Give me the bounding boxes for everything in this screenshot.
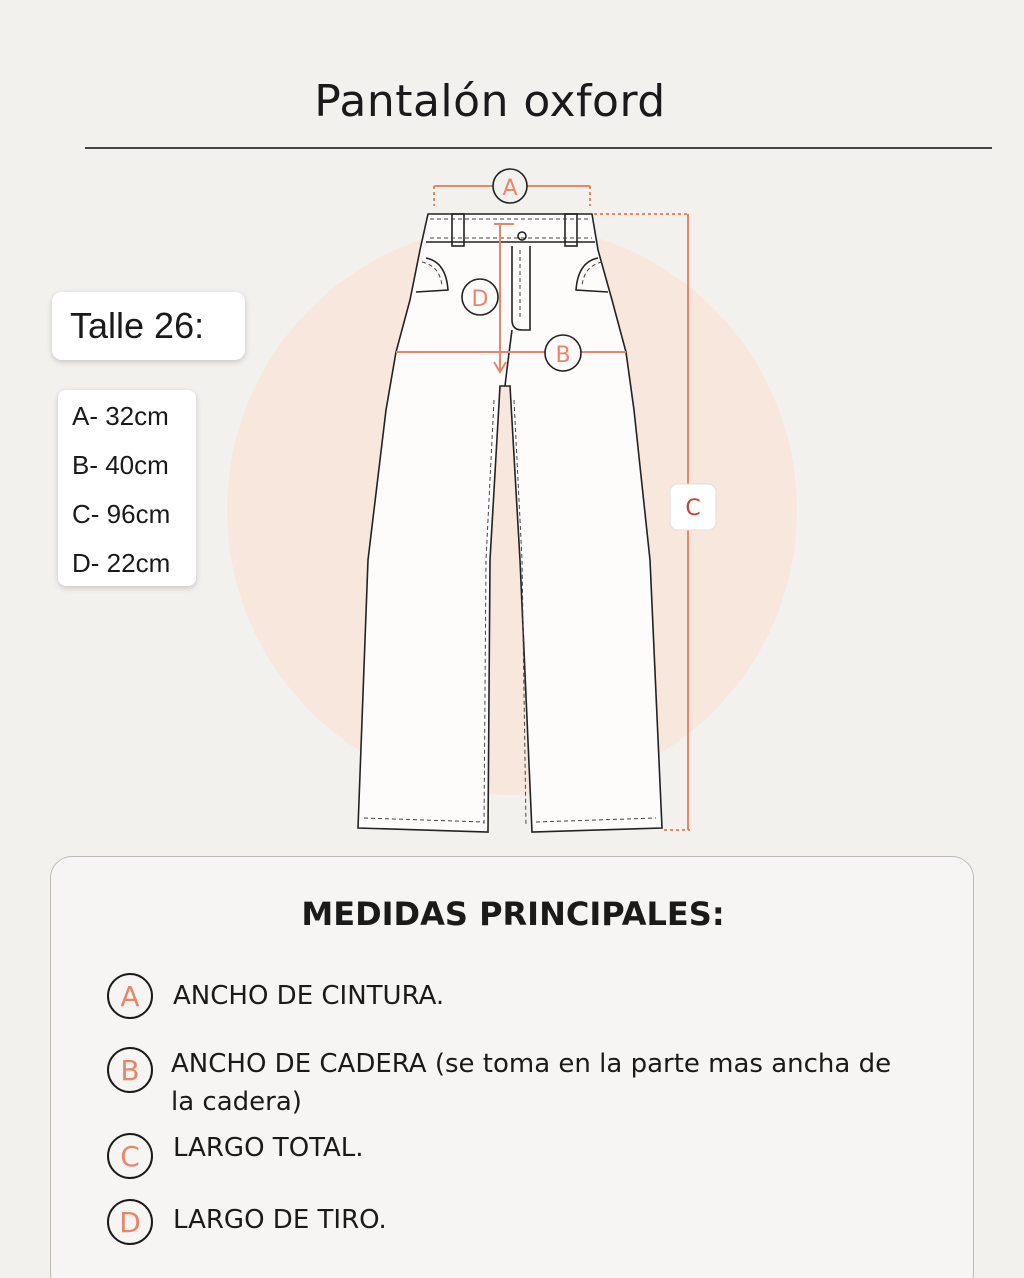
page-title: Pantalón oxford — [314, 76, 666, 127]
legend-text-b: ANCHO DE CADERA (se toma en la parte mas ancha de la cadera) — [171, 1049, 892, 1117]
legend-letter-b: B — [107, 1047, 153, 1093]
legend-item-a — [107, 973, 913, 1019]
label-c: C — [685, 496, 701, 521]
legend-item-c — [107, 1133, 913, 1179]
label-b: B — [555, 343, 571, 368]
legend-text-c: LARGO TOTAL. — [173, 1133, 364, 1163]
measurement-d: D- 22cm — [72, 548, 171, 578]
legend-letter-c: C — [107, 1133, 153, 1179]
measurement-b: B- 40cm — [72, 450, 169, 480]
legend-card — [50, 856, 974, 1278]
label-a: A — [502, 176, 518, 201]
legend-item-d — [107, 1199, 913, 1245]
legend-letter-a: A — [107, 973, 153, 1019]
legend-item-b — [107, 1045, 911, 1121]
legend-title: MEDIDAS PRINCIPALES: — [301, 895, 725, 933]
size-badge: Talle 26: — [52, 292, 245, 360]
legend-letter-d: D — [107, 1199, 153, 1245]
measurement-c: C- 96cm — [72, 499, 171, 529]
legend-text-d: LARGO DE TIRO. — [173, 1205, 387, 1235]
measurement-a: A- 32cm — [72, 401, 169, 431]
measurements-card — [58, 390, 196, 586]
title-divider — [85, 147, 992, 149]
label-d: D — [471, 287, 489, 312]
legend-text-a: ANCHO DE CINTURA. — [173, 981, 445, 1011]
